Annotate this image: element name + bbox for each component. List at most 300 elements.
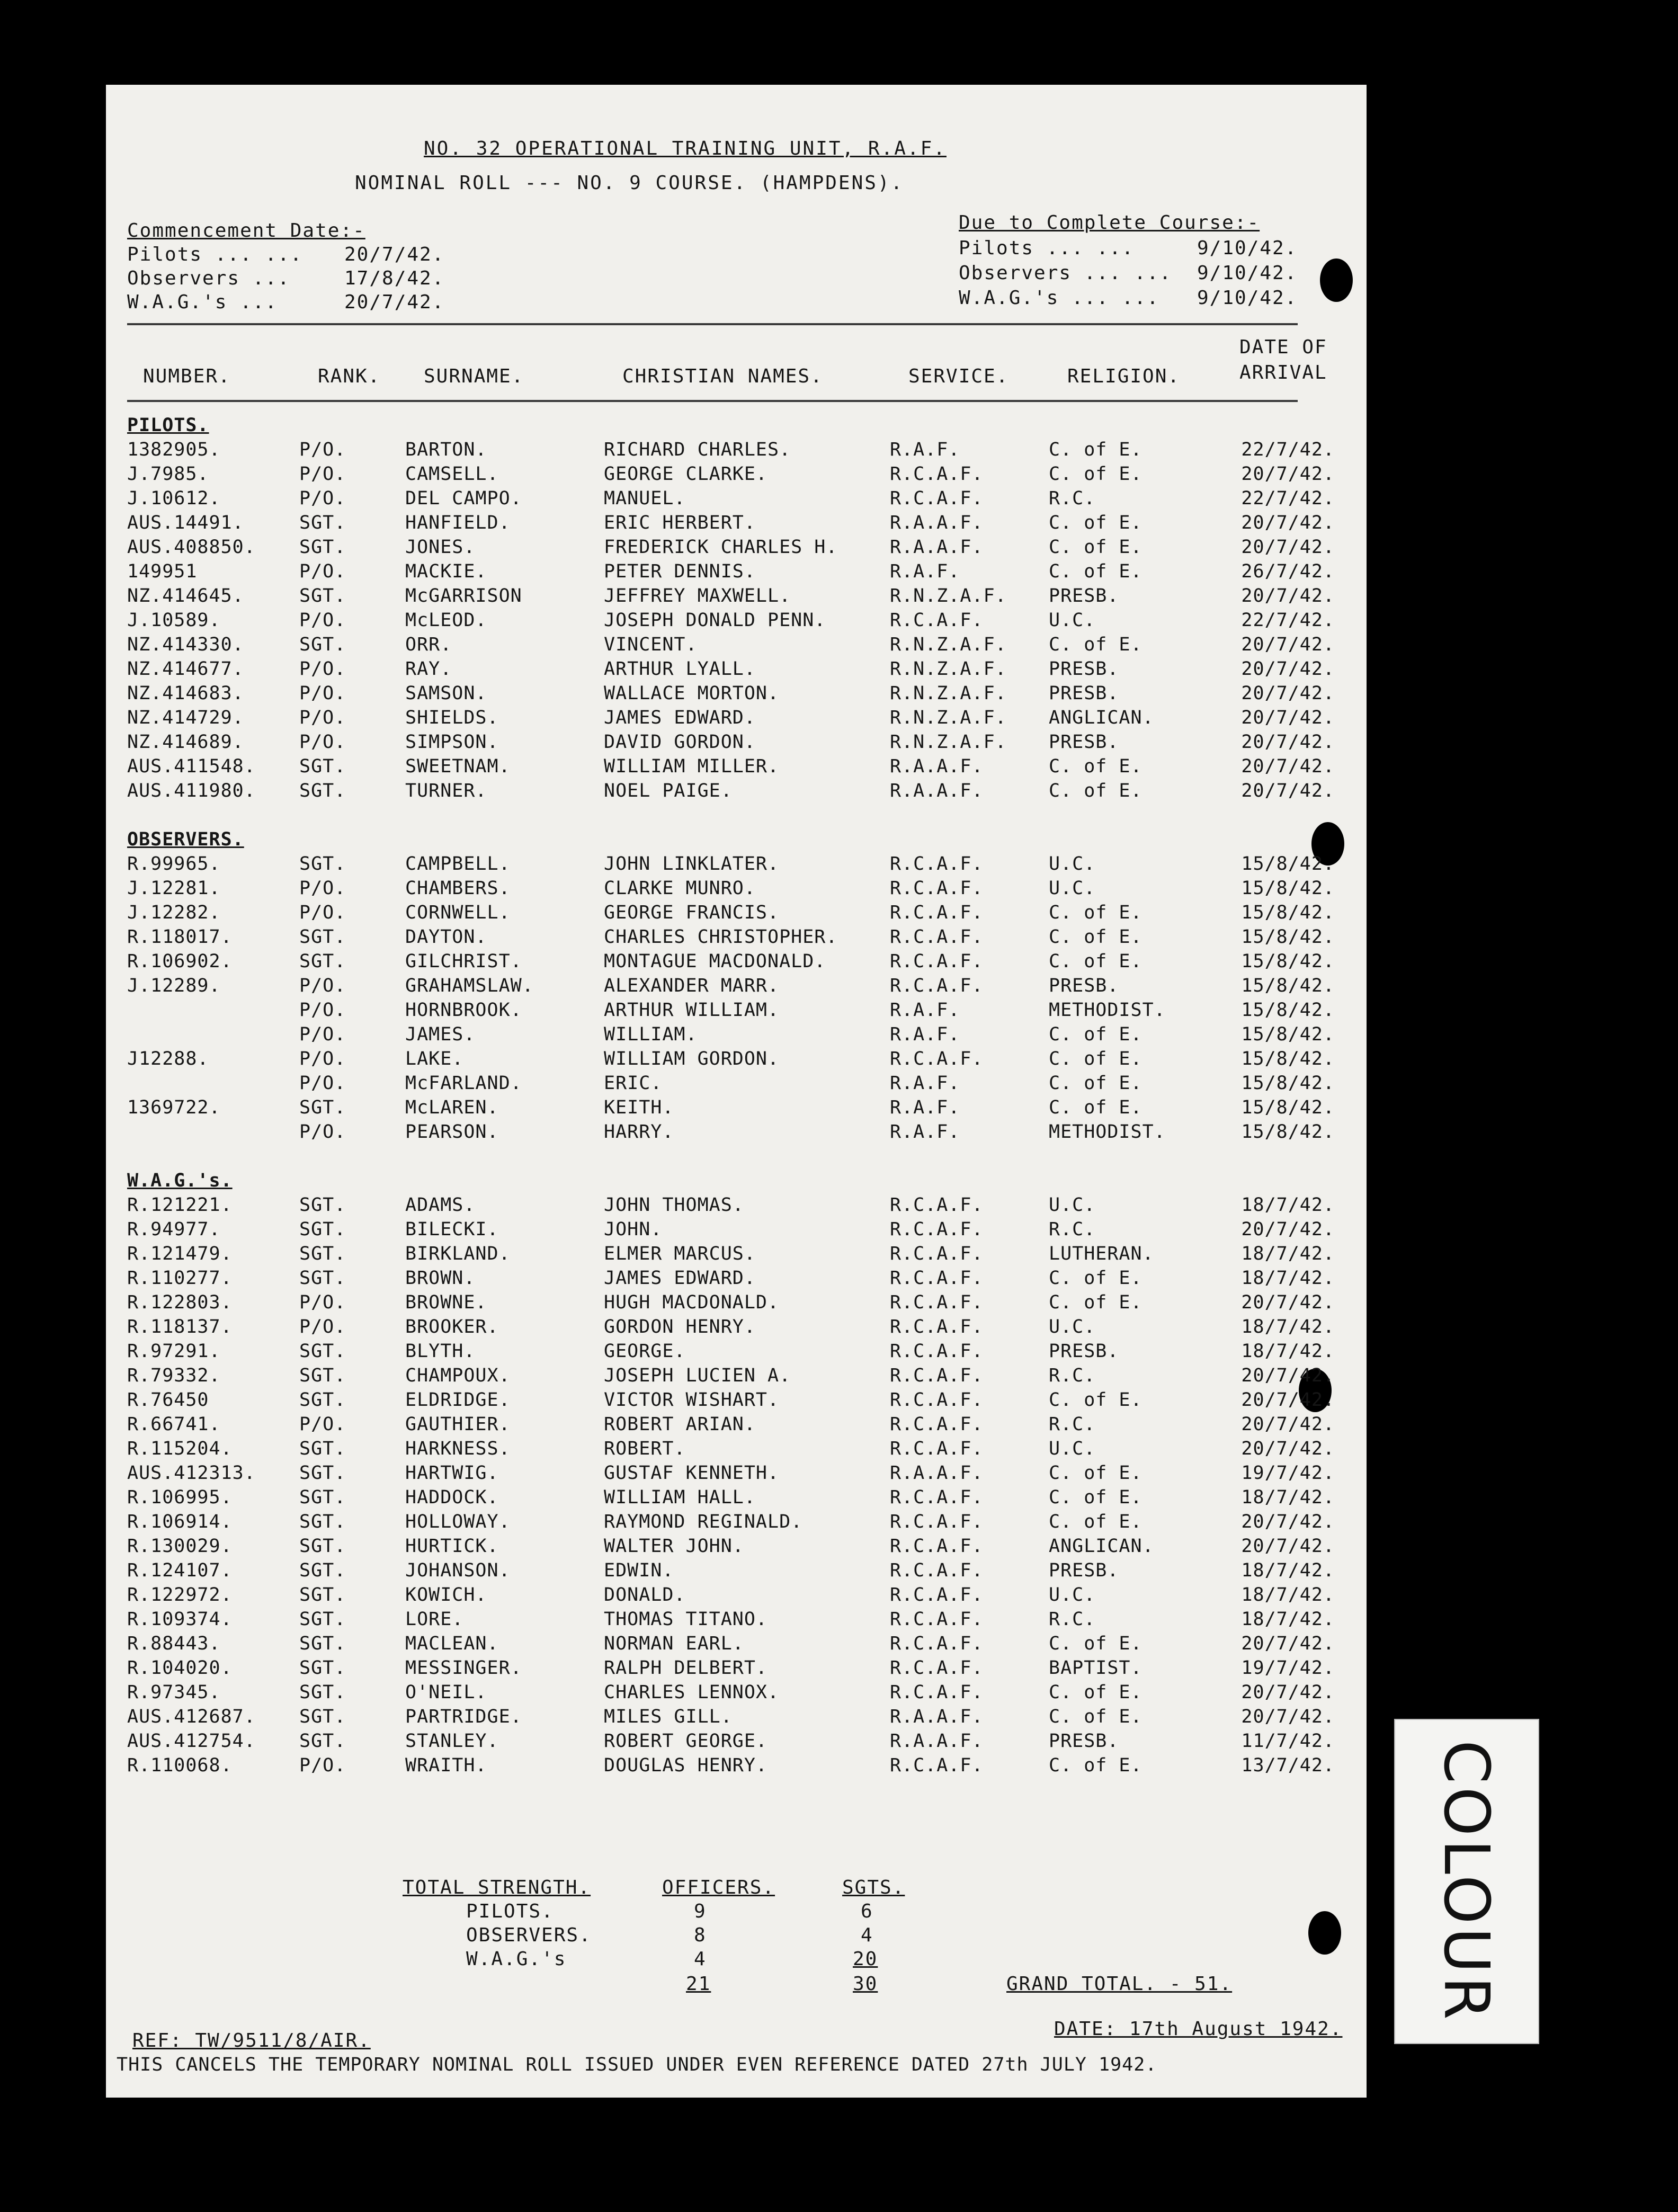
table-row — [127, 1242, 1335, 1266]
arrival-date: 15/8/42. — [1241, 1073, 1335, 1094]
arrival-date: 15/8/42. — [1241, 1097, 1335, 1118]
christian-names: JOHN LINKLATER. — [604, 853, 780, 875]
service-number: R.104020. — [127, 1657, 233, 1679]
rank: P/O. — [299, 902, 346, 923]
religion: ANGLICAN. — [1049, 707, 1154, 728]
surname: HORNBROOK. — [405, 1000, 522, 1021]
christian-names: GEORGE. — [604, 1341, 686, 1362]
religion: PRESB. — [1049, 975, 1119, 996]
table-row — [127, 1412, 1335, 1437]
arrival-date: 20/7/42. — [1241, 1536, 1335, 1557]
religion: U.C. — [1049, 1316, 1096, 1337]
christian-names: JAMES EDWARD. — [604, 1268, 756, 1289]
surname: TURNER. — [405, 780, 487, 801]
service-number: R.99965. — [127, 853, 221, 875]
surname: KOWICH. — [405, 1584, 487, 1606]
rank: P/O. — [299, 1755, 346, 1776]
service-number: NZ.414645. — [127, 585, 244, 606]
col-header-service: SERVICE. — [908, 365, 1009, 387]
table-row — [127, 730, 1335, 754]
service: R.A.A.F. — [890, 1706, 984, 1727]
service-number: AUS.411980. — [127, 780, 256, 801]
religion: PRESB. — [1049, 585, 1119, 606]
service-number: R.130029. — [127, 1536, 233, 1557]
rank: SGT. — [299, 537, 346, 558]
rank: SGT. — [299, 512, 346, 533]
christian-names: WILLIAM. — [604, 1024, 698, 1045]
christian-names: WALLACE MORTON. — [604, 683, 780, 704]
arrival-date: 18/7/42. — [1241, 1487, 1335, 1508]
service: R.C.A.F. — [890, 488, 984, 509]
service-number: R.109374. — [127, 1609, 233, 1630]
service-number: J.10589. — [127, 610, 221, 631]
religion: C. of E. — [1049, 926, 1143, 948]
surname: MACKIE. — [405, 561, 487, 582]
religion: PRESB. — [1049, 1731, 1119, 1752]
arrival-date: 20/7/42. — [1241, 780, 1335, 801]
service-number: R.122972. — [127, 1584, 233, 1606]
table-row — [127, 1510, 1335, 1534]
service-number: J.12282. — [127, 902, 221, 923]
arrival-date: 20/7/42. — [1241, 1389, 1335, 1411]
religion: PRESB. — [1049, 683, 1119, 704]
christian-names: NOEL PAIGE. — [604, 780, 733, 801]
christian-names: WILLIAM HALL. — [604, 1487, 756, 1508]
arrival-date: 20/7/42. — [1241, 463, 1335, 485]
table-row — [127, 852, 1335, 876]
rank: P/O. — [299, 732, 346, 753]
table-row — [127, 1071, 1335, 1095]
table-row — [127, 486, 1335, 511]
service: R.C.A.F. — [890, 1365, 984, 1386]
rank: SGT. — [299, 634, 346, 655]
service-number: R.106995. — [127, 1487, 233, 1508]
christian-names: ARTHUR LYALL. — [604, 658, 756, 680]
service: R.C.A.F. — [890, 1268, 984, 1289]
table-row — [127, 925, 1335, 949]
service-number: R.76450 — [127, 1389, 209, 1411]
rank: SGT. — [299, 1097, 346, 1118]
surname: McLAREN. — [405, 1097, 499, 1118]
rank: P/O. — [299, 975, 346, 996]
religion: C. of E. — [1049, 439, 1143, 460]
service: R.A.F. — [890, 439, 960, 460]
completion-label: W.A.G.'s ... ... — [959, 287, 1159, 309]
table-row — [127, 949, 1335, 974]
surname: O'NEIL. — [405, 1682, 487, 1703]
religion: U.C. — [1049, 1584, 1096, 1606]
christian-names: JOSEPH DONALD PENN. — [604, 610, 826, 631]
service: R.C.A.F. — [890, 1194, 984, 1216]
christian-names: WILLIAM MILLER. — [604, 756, 780, 777]
arrival-date: 22/7/42. — [1241, 439, 1335, 460]
arrival-date: 18/7/42. — [1241, 1243, 1335, 1264]
christian-names: VINCENT. — [604, 634, 698, 655]
surname: BROWN. — [405, 1268, 476, 1289]
service-number — [127, 998, 299, 1022]
surname: BARTON. — [405, 439, 487, 460]
arrival-date: 19/7/42. — [1241, 1657, 1335, 1679]
rank: P/O. — [299, 488, 346, 509]
section-gap — [127, 803, 1335, 827]
service-number: R.118137. — [127, 1316, 233, 1337]
table-row — [127, 1315, 1335, 1339]
table-row — [127, 1290, 1335, 1315]
service-number: AUS.412687. — [127, 1706, 256, 1727]
service: R.C.A.F. — [890, 610, 984, 631]
christian-names: JOHN THOMAS. — [604, 1194, 744, 1216]
rank: SGT. — [299, 1657, 346, 1679]
rank: SGT. — [299, 951, 346, 972]
service: R.C.A.F. — [890, 975, 984, 996]
table-row — [127, 1217, 1335, 1242]
service: R.C.A.F. — [890, 1414, 984, 1435]
grand-total: GRAND TOTAL. - 51. — [1006, 1973, 1233, 1995]
service: R.A.F. — [890, 1000, 960, 1021]
service-number: NZ.414683. — [127, 683, 244, 704]
religion: U.C. — [1049, 1194, 1096, 1216]
service: R.A.F. — [890, 1073, 960, 1094]
religion: C. of E. — [1049, 1755, 1143, 1776]
arrival-date: 26/7/42. — [1241, 561, 1335, 582]
col-header-arrival: DATE OF — [1239, 336, 1327, 358]
service-number: AUS.412313. — [127, 1462, 256, 1484]
table-row — [127, 511, 1335, 535]
service: R.C.A.F. — [890, 1487, 984, 1508]
rank: SGT. — [299, 1706, 346, 1727]
service-number: NZ.414689. — [127, 732, 244, 753]
rank: SGT. — [299, 756, 346, 777]
arrival-date: 20/7/42. — [1241, 537, 1335, 558]
table-row — [127, 900, 1335, 925]
christian-names: MANUEL. — [604, 488, 686, 509]
service: R.N.Z.A.F. — [890, 683, 1007, 704]
service-number: R.106914. — [127, 1511, 233, 1532]
rank: SGT. — [299, 1438, 346, 1459]
arrival-date: 22/7/42. — [1241, 610, 1335, 631]
arrival-date: 18/7/42. — [1241, 1584, 1335, 1606]
rank: P/O. — [299, 1000, 346, 1021]
surname: JOHANSON. — [405, 1560, 511, 1581]
table-row — [127, 754, 1335, 779]
arrival-date: 20/7/42. — [1241, 1633, 1335, 1654]
surname: SWEETNAM. — [405, 756, 511, 777]
arrival-date: 13/7/42. — [1241, 1755, 1335, 1776]
table-row — [127, 1485, 1335, 1510]
surname: RAY. — [405, 658, 452, 680]
surname: HOLLOWAY. — [405, 1511, 511, 1532]
arrival-date: 18/7/42. — [1241, 1609, 1335, 1630]
service-number: R.110277. — [127, 1268, 233, 1289]
service: R.A.A.F. — [890, 537, 984, 558]
religion: C. of E. — [1049, 1511, 1143, 1532]
rank: SGT. — [299, 1536, 346, 1557]
table-row — [127, 1120, 1335, 1144]
table-row — [127, 706, 1335, 730]
service: R.A.F. — [890, 561, 960, 582]
surname: BROWNE. — [405, 1292, 487, 1313]
surname: PARTRIDGE. — [405, 1706, 522, 1727]
section-heading-row — [127, 827, 1335, 852]
totals-label: OBSERVERS. — [466, 1924, 592, 1946]
christian-names: ELMER MARCUS. — [604, 1243, 756, 1264]
service: R.C.A.F. — [890, 853, 984, 875]
service: R.C.A.F. — [890, 1536, 984, 1557]
table-row — [127, 1558, 1335, 1583]
totals-sgts: 20 — [853, 1948, 878, 1970]
religion: C. of E. — [1049, 1073, 1143, 1094]
service: R.C.A.F. — [890, 1511, 984, 1532]
table-row — [127, 1388, 1335, 1412]
surname: JONES. — [405, 537, 476, 558]
religion: U.C. — [1049, 878, 1096, 899]
service-number — [127, 1022, 299, 1047]
section-heading: OBSERVERS. — [127, 829, 244, 850]
totals-officers: 8 — [694, 1924, 707, 1946]
christian-names: EDWIN. — [604, 1560, 674, 1581]
table-row — [127, 1193, 1335, 1217]
christian-names: NORMAN EARL. — [604, 1633, 744, 1654]
table-row — [127, 462, 1335, 486]
surname: CAMPBELL. — [405, 853, 511, 875]
rank: SGT. — [299, 780, 346, 801]
surname: LAKE. — [405, 1048, 464, 1069]
table-row — [127, 974, 1335, 998]
christian-names: GUSTAF KENNETH. — [604, 1462, 780, 1484]
arrival-date: 20/7/42. — [1241, 756, 1335, 777]
service-number: NZ.414330. — [127, 634, 244, 655]
service: R.C.A.F. — [890, 1755, 984, 1776]
totals-sgts: 6 — [861, 1901, 873, 1922]
service-number: R.115204. — [127, 1438, 233, 1459]
religion: R.C. — [1049, 1365, 1096, 1386]
table-row — [127, 1583, 1335, 1607]
officers-header: OFFICERS. — [662, 1877, 775, 1898]
christian-names: ROBERT GEORGE. — [604, 1731, 768, 1752]
service: R.N.Z.A.F. — [890, 658, 1007, 680]
section-gap — [127, 1144, 1335, 1169]
christian-names: ALEXANDER MARR. — [604, 975, 780, 996]
service: R.C.A.F. — [890, 902, 984, 923]
service-number: R.66741. — [127, 1414, 221, 1435]
arrival-date: 15/8/42. — [1241, 951, 1335, 972]
service: R.N.Z.A.F. — [890, 585, 1007, 606]
service-number: NZ.414729. — [127, 707, 244, 728]
christian-names: WILLIAM GORDON. — [604, 1048, 780, 1069]
rank: SGT. — [299, 1609, 346, 1630]
surname: HARTWIG. — [405, 1462, 499, 1484]
christian-names: RICHARD CHARLES. — [604, 439, 791, 460]
surname: PEARSON. — [405, 1121, 499, 1143]
christian-names: GEORGE FRANCIS. — [604, 902, 780, 923]
christian-names: JOSEPH LUCIEN A. — [604, 1365, 791, 1386]
christian-names: DOUGLAS HENRY. — [604, 1755, 768, 1776]
arrival-date: 20/7/42. — [1241, 707, 1335, 728]
table-row — [127, 681, 1335, 706]
christian-names: THOMAS TITANO. — [604, 1609, 768, 1630]
table-row — [127, 1656, 1335, 1680]
arrival-date: 20/7/42. — [1241, 1438, 1335, 1459]
arrival-date: 18/7/42. — [1241, 1316, 1335, 1337]
section-heading: PILOTS. — [127, 415, 209, 436]
service: R.C.A.F. — [890, 1584, 984, 1606]
service: R.C.A.F. — [890, 1560, 984, 1581]
rank: P/O. — [299, 439, 346, 460]
service: R.C.A.F. — [890, 463, 984, 485]
arrival-date: 20/7/42. — [1241, 658, 1335, 680]
religion: C. of E. — [1049, 1389, 1143, 1411]
service-number: R.121221. — [127, 1194, 233, 1216]
arrival-date: 20/7/42. — [1241, 1219, 1335, 1240]
arrival-date: 15/8/42. — [1241, 1048, 1335, 1069]
section-heading-row — [127, 413, 1335, 438]
religion: U.C. — [1049, 610, 1096, 631]
rank: P/O. — [299, 561, 346, 582]
col-header-religion: RELIGION. — [1067, 365, 1181, 387]
surname: DAYTON. — [405, 926, 487, 948]
christian-names: CHARLES CHRISTOPHER. — [604, 926, 838, 948]
table-row — [127, 1363, 1335, 1388]
table-row — [127, 1437, 1335, 1461]
commencement-heading: Commencement Date:- — [127, 220, 365, 242]
col-header-surname: SURNAME. — [424, 365, 524, 387]
surname: LORE. — [405, 1609, 464, 1630]
christian-names: CHARLES LENNOX. — [604, 1682, 780, 1703]
arrival-date: 11/7/42. — [1241, 1731, 1335, 1752]
service-number: R.110068. — [127, 1755, 233, 1776]
christian-names: RAYMOND REGINALD. — [604, 1511, 803, 1532]
table-row — [127, 1266, 1335, 1290]
religion: C. of E. — [1049, 1487, 1143, 1508]
rank: P/O. — [299, 683, 346, 704]
surname: SIMPSON. — [405, 732, 499, 753]
service-number: R.97345. — [127, 1682, 221, 1703]
sgts-header: SGTS. — [842, 1877, 905, 1898]
rank: P/O. — [299, 1048, 346, 1069]
service: R.C.A.F. — [890, 1682, 984, 1703]
service-number: J.10612. — [127, 488, 221, 509]
religion: R.C. — [1049, 1219, 1096, 1240]
christian-names: ROBERT ARIAN. — [604, 1414, 756, 1435]
service: R.C.A.F. — [890, 1316, 984, 1337]
service-number — [127, 1071, 299, 1095]
service: R.C.A.F. — [890, 1657, 984, 1679]
unit-title: NO. 32 OPERATIONAL TRAINING UNIT, R.A.F. — [424, 138, 947, 159]
christian-names: JEFFREY MAXWELL. — [604, 585, 791, 606]
rank: SGT. — [299, 1560, 346, 1581]
christian-names: ERIC. — [604, 1073, 663, 1094]
arrival-date: 15/8/42. — [1241, 853, 1335, 875]
document-sheet — [106, 85, 1367, 2098]
arrival-date: 15/8/42. — [1241, 1121, 1335, 1143]
religion: C. of E. — [1049, 1097, 1143, 1118]
table-row — [127, 1339, 1335, 1363]
completion-label: Pilots ... ... — [959, 237, 1135, 259]
document-date: DATE: 17th August 1942. — [1054, 2018, 1343, 2040]
service-number: R.79332. — [127, 1365, 221, 1386]
surname: ADAMS. — [405, 1194, 476, 1216]
punch-hole — [1320, 258, 1353, 302]
rank: P/O. — [299, 610, 346, 631]
service: R.C.A.F. — [890, 926, 984, 948]
service-number: 1369722. — [127, 1097, 221, 1118]
religion: U.C. — [1049, 1438, 1096, 1459]
christian-names: FREDERICK CHARLES H. — [604, 537, 838, 558]
christian-names: GEORGE CLARKE. — [604, 463, 768, 485]
service: R.N.Z.A.F. — [890, 732, 1007, 753]
service: R.C.A.F. — [890, 1243, 984, 1264]
rank: P/O. — [299, 1292, 346, 1313]
surname: STANLEY. — [405, 1731, 499, 1752]
christian-names: KEITH. — [604, 1097, 674, 1118]
christian-names: DONALD. — [604, 1584, 686, 1606]
rank: SGT. — [299, 1462, 346, 1484]
table-row — [127, 1607, 1335, 1631]
service-number — [127, 1120, 299, 1144]
religion: C. of E. — [1049, 1633, 1143, 1654]
arrival-date: 20/7/42. — [1241, 585, 1335, 606]
service: R.C.A.F. — [890, 1219, 984, 1240]
section-heading: W.A.G.'s. — [127, 1170, 233, 1191]
service-number: R.121479. — [127, 1243, 233, 1264]
arrival-date: 20/7/42. — [1241, 1682, 1335, 1703]
officers-total: 21 — [686, 1973, 711, 1995]
commencement-date: 20/7/42. — [344, 291, 445, 313]
rank: SGT. — [299, 1268, 346, 1289]
surname: HANFIELD. — [405, 512, 511, 533]
religion: C. of E. — [1049, 1706, 1143, 1727]
arrival-date: 15/8/42. — [1241, 1024, 1335, 1045]
service: R.N.Z.A.F. — [890, 707, 1007, 728]
religion: C. of E. — [1049, 1462, 1143, 1484]
sgts-total: 30 — [853, 1973, 878, 1995]
arrival-date: 18/7/42. — [1241, 1560, 1335, 1581]
header-rule-bottom — [127, 400, 1298, 402]
surname: ORR. — [405, 634, 452, 655]
rank: P/O. — [299, 1024, 346, 1045]
table-row — [127, 535, 1335, 559]
surname: ELDRIDGE. — [405, 1389, 511, 1411]
christian-names: PETER DENNIS. — [604, 561, 756, 582]
table-row — [127, 1095, 1335, 1120]
rank: SGT. — [299, 1511, 346, 1532]
religion: C. of E. — [1049, 537, 1143, 558]
service: R.A.F. — [890, 1097, 960, 1118]
nominal-roll-table — [127, 413, 1335, 1778]
commencement-label: W.A.G.'s ... — [127, 291, 278, 313]
col-header-arrival: ARRIVAL — [1239, 362, 1327, 383]
service: R.A.A.F. — [890, 1731, 984, 1752]
christian-names: DAVID GORDON. — [604, 732, 756, 753]
service-number: J.12289. — [127, 975, 221, 996]
service-number: NZ.414677. — [127, 658, 244, 680]
rank: SGT. — [299, 1584, 346, 1606]
surname: JAMES. — [405, 1024, 476, 1045]
arrival-date: 18/7/42. — [1241, 1268, 1335, 1289]
table-row — [127, 1461, 1335, 1485]
surname: BROOKER. — [405, 1316, 499, 1337]
religion: METHODIST. — [1049, 1121, 1166, 1143]
rank: SGT. — [299, 585, 346, 606]
rank: SGT. — [299, 1389, 346, 1411]
religion: C. of E. — [1049, 1048, 1143, 1069]
religion: PRESB. — [1049, 732, 1119, 753]
religion: C. of E. — [1049, 512, 1143, 533]
arrival-date: 20/7/42. — [1241, 1511, 1335, 1532]
table-row — [127, 1631, 1335, 1656]
rank: SGT. — [299, 1682, 346, 1703]
col-header-number: NUMBER. — [143, 365, 231, 387]
